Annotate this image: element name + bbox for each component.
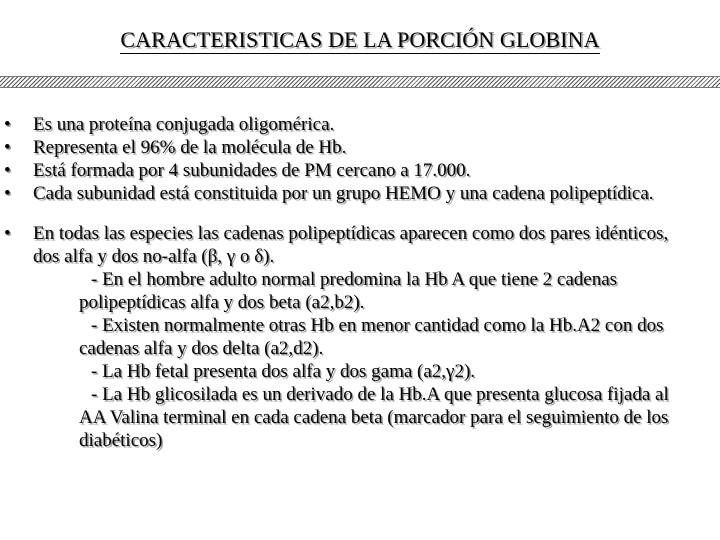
sub-item: - La Hb fetal presenta dos alfa y dos gama (a2,γ2).: [91, 361, 476, 382]
slide-title-text: CARACTERISTICAS DE LA PORCIÓN GLOBINA: [120, 27, 600, 52]
slide-title: [0, 27, 720, 53]
sub-item: - Existen normalmente otras Hb en menor cantidad como la Hb.A2 con dos cadenas alfa y dos delta (a2,d2).: [79, 315, 664, 359]
slide-content: [0, 113, 720, 452]
bullet-item: • Cada subunidad está constituida por un grupo HEMO y una cadena polipeptídica.: [0, 182, 683, 205]
bullet-list-chains: [0, 222, 720, 452]
bullet-list-characteristics: [0, 113, 720, 205]
bullet-item: • Representa el 96% de la molécula de Hb.: [0, 136, 683, 159]
bullet-item: • Está formada por 4 subunidades de PM cercano a 17.000.: [0, 159, 683, 182]
bullet-chains-text: En todas las especies las cadenas polipeptídicas aparecen como dos pares idénticos, dos alfa y dos no-alfa (β, γ o δ).: [33, 223, 669, 267]
spacer: [0, 205, 720, 222]
sub-item: - En el hombre adulto normal predomina la Hb A que tiene 2 cadenas polipeptídicas alfa y dos beta (a2,b2).: [79, 269, 618, 313]
sub-list: [0, 268, 683, 452]
bullet-item: • Es una proteína conjugada oligomérica.: [0, 113, 683, 136]
hatched-divider: [0, 76, 720, 88]
bullet-item-chains: [0, 222, 683, 452]
sub-item: - La Hb glicosilada es un derivado de la Hb.A que presenta glucosa fijada al AA Valina terminal en cada cadena beta (marcador para el seguimiento de los diabéticos): [79, 384, 669, 451]
